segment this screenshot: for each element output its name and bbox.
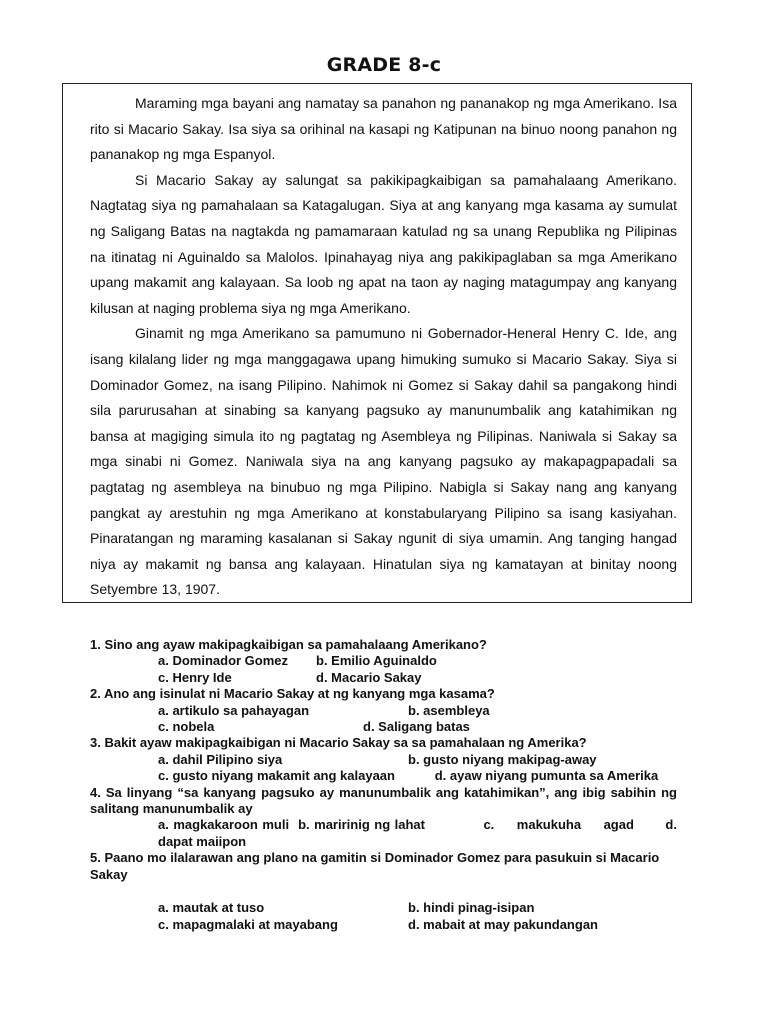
option-d: d. ayaw niyang pumunta sa Amerika (434, 768, 659, 784)
option-b: b. Emilio Aguinaldo (316, 653, 437, 669)
option-a: a. magkakaroon muli (158, 817, 290, 833)
page-title: GRADE 8-c (326, 54, 442, 76)
option-b: b. hindi pinag-isipan (408, 900, 535, 916)
option-c: c. makukuha agad (483, 817, 634, 833)
passage-paragraph: Ginamit ng mga Amerikano sa pamumuno ni Gobernador-Heneral Henry C. Ide, ang isang kilalang lider ng mga manggagawa upang himuking sumuko si Macario Sakay. Siya si Dominador Gomez, na isang Pilipino. Nahimok ni Gomez si Sakay dahil sa pangakong hindi sila parurusahan at sinabing sa kanyang pagsuko ay manunumbalik ang katahimikan ng bansa at magiging simula ito ng pagtatag ng Asembleya ng Pilipinas. Naniwala si Sakay sa mga sinabi ni Gomez. Naniwala siya na ang kanyang pagsuko ay makapagpapadali sa pagtatag ng asembleya na binubuo ng mga Pilipino. Nabigla si Sakay nang ang kanyang pangkat ay arestuhin ng mga Amerikano at konstabularyang Pilipino sa isang kasiyahan. Pinaratangan ng maraming kasalanan si Sakay ngunit di siya umamin. Ang tanging hangad niya ay makamit ng bansa ang kalayaan. Hinatulan siya ng kamatayan at binitay noong Setyembre 13, 1907. (90, 325, 677, 598)
option-d: d. Saligang batas (363, 719, 470, 735)
question-5-options (90, 900, 677, 933)
reading-passage (90, 91, 677, 603)
option-a: a. Dominador Gomez (158, 653, 289, 669)
question-list (90, 637, 677, 933)
question-2-options (90, 703, 677, 736)
option-d: d. mabait at may pakundangan (408, 916, 598, 932)
option-d: d. Macario Sakay (316, 669, 422, 685)
option-a: a. artikulo sa pahayagan (158, 702, 310, 718)
question-4: 4. Sa linyang “sa kanyang pagsuko ay manunumbalik ang katahimikan”, ang ibig sabihin ng salitang manunumbalik ay (90, 784, 677, 817)
question-4-options (90, 817, 677, 850)
question-3-options (90, 752, 677, 785)
option-d: d. dapat maiipon (158, 817, 677, 849)
option-b: b. asembleya (408, 702, 490, 718)
option-c: c. mapagmalaki at mayabang (158, 916, 338, 932)
option-c: c. Henry Ide (158, 669, 232, 685)
question-1-options (90, 653, 677, 686)
question-5: 5. Paano mo ilalarawan ang plano na gamitin si Dominador Gomez para pasukuin si Macario Sakay (90, 850, 660, 882)
passage-paragraph: Si Macario Sakay ay salungat sa pakikipagkaibigan sa pamahalaang Amerikano. Nagtatag siya ng pamahalaan sa Katagalugan. Siya at ang kanyang mga kasama ay sumulat ng Saligang Batas na nagtakda ng pamamaraan katulad ng sa unang Republika ng Pilipinas na itinatag ni Aguinaldo sa Malolos. Ipinahayag niya ang pakikipaglaban sa mga Amerikano upang makamit ang kalayaan. Sa loob ng apat na taon ay naging matagumpay ang kanyang kilusan at naging problema siya ng mga Amerikano. (90, 171, 677, 316)
question-3: 3. Bakit ayaw makipagkaibigan ni Macario Sakay sa sa pamahalaan ng Amerika? (90, 735, 587, 751)
option-a: a. dahil Pilipino siya (158, 751, 283, 767)
option-a: a. mautak at tuso (158, 900, 265, 916)
option-b: b. gusto niyang makipag-away (408, 751, 597, 767)
option-b: b. maririnig ng lahat (298, 817, 425, 833)
option-c: c. gusto niyang makamit ang kalayaan (158, 768, 395, 784)
passage-paragraph: Maraming mga bayani ang namatay sa panahon ng pananakop ng mga Amerikano. Isa rito si Macario Sakay. Isa siya sa orihinal na kasapi ng Katipunan na binuo noong panahon ng pananakop ng mga Espanyol. (90, 95, 677, 163)
question-1: 1. Sino ang ayaw makipagkaibigan sa pamahalaang Amerikano? (90, 637, 487, 652)
question-2: 2. Ano ang isinulat ni Macario Sakay at ng kanyang mga kasama? (90, 686, 495, 702)
option-c: c. nobela (158, 719, 215, 735)
